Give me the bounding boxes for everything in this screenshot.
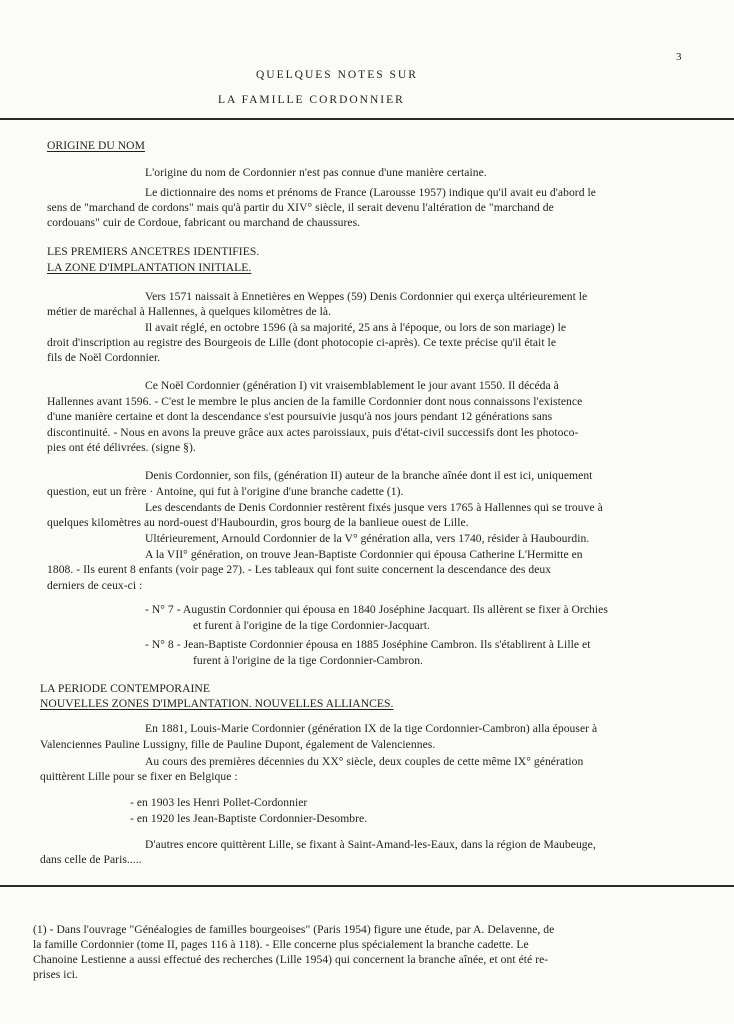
paragraph-line: Denis Cordonnier, son fils, (génération II) auteur de la branche aînée dont il est ici, uniquement bbox=[145, 469, 593, 482]
paragraph-line: discontinuité. - Nous en avons la preuve grâce aux actes paroissiaux, puis d'état-civil successifs dont les photoco- bbox=[47, 426, 579, 439]
paragraph-line: pies ont été délivrées. (signe §). bbox=[47, 441, 196, 454]
paragraph-line: Vers 1571 naissait à Ennetières en Weppes (59) Denis Cordonnier qui exerça ultérieurement le bbox=[145, 290, 588, 303]
section-heading-periode: LA PERIODE CONTEMPORAINE bbox=[40, 682, 210, 695]
paragraph-line: fils de Noël Cordonnier. bbox=[47, 351, 161, 364]
section-heading-ancetres: LES PREMIERS ANCETRES IDENTIFIES. bbox=[47, 245, 260, 258]
paragraph-line: Au cours des premières décennies du XX° siècle, deux couples de cette même IX° génération bbox=[145, 755, 584, 768]
footnote-line: prises ici. bbox=[33, 968, 78, 981]
paragraph-line: droit d'inscription au registre des Bourgeois de Lille (dont photocopie ci-après). Ce texte précise qu'il était le bbox=[47, 336, 557, 349]
footnote-line: la famille Cordonnier (tome II, pages 116 à 118). - Elle concerne plus spécialement la branche cadette. Le bbox=[33, 938, 529, 951]
paragraph-line: d'une manière certaine et dont la descendance s'est poursuivie jusqu'à nos jours pendant 12 générations sans bbox=[47, 410, 553, 423]
paragraph-line: Les descendants de Denis Cordonnier restèrent fixés jusque vers 1765 à Hallennes qui se trouve à bbox=[145, 501, 603, 514]
paragraph-line: Valenciennes Pauline Lussigny, fille de Pauline Dupont, également de Valenciennes. bbox=[40, 738, 436, 751]
paragraph-line: D'autres encore quittèrent Lille, se fixant à Saint-Amand-les-Eaux, dans la région de Maubeuge, bbox=[145, 838, 596, 851]
paragraph-line: question, eut un frère · Antoine, qui fut à l'origine d'une branche cadette (1). bbox=[47, 485, 404, 498]
list-item: - N° 8 - Jean-Baptiste Cordonnier épousa en 1885 Joséphine Cambron. Ils s'établirent à Lille et bbox=[145, 638, 591, 651]
paragraph-line: 1808. - Ils eurent 8 enfants (voir page 27). - Les tableaux qui font suite concernent la descendance des deux bbox=[47, 563, 552, 576]
paragraph-line: En 1881, Louis-Marie Cordonnier (génération IX de la tige Cordonnier-Cambron) alla épouser à bbox=[145, 722, 598, 735]
paragraph-line: quelques kilomètres au nord-ouest d'Haubourdin, gros bourg de la banlieue ouest de Lille. bbox=[47, 516, 469, 529]
paragraph-line: métier de maréchal à Hallennes, à quelques kilomètres de là. bbox=[47, 305, 332, 318]
section-heading-nouvelles-zones: NOUVELLES ZONES D'IMPLANTATION. NOUVELLES ALLIANCES. bbox=[40, 697, 394, 710]
list-item: - en 1903 les Henri Pollet-Cordonnier bbox=[130, 796, 308, 809]
paragraph-line: sens de "marchand de cordons" mais qu'à partir du XIV° siècle, il serait devenu l'altération de "marchand de bbox=[47, 201, 554, 214]
list-item-continuation: furent à l'origine de la tige Cordonnier-Cambron. bbox=[193, 654, 423, 667]
footnote-rule bbox=[0, 885, 734, 887]
paragraph-line: Ultérieurement, Arnould Cordonnier de la V° génération alla, vers 1740, résider à Haubourdin. bbox=[145, 532, 590, 545]
paragraph-line: Ce Noël Cordonnier (génération I) vit vraisemblablement le jour avant 1550. Il décéda à bbox=[145, 379, 559, 392]
list-item: - N° 7 - Augustin Cordonnier qui épousa en 1840 Joséphine Jacquart. Ils allèrent se fixer à Orchies bbox=[145, 603, 608, 616]
list-item: - en 1920 les Jean-Baptiste Cordonnier-Desombre. bbox=[130, 812, 368, 825]
title-line-1: QUELQUES NOTES SUR bbox=[256, 69, 418, 81]
page-number: 3 bbox=[676, 51, 682, 63]
paragraph-line: Hallennes avant 1596. - C'est le membre le plus ancien de la famille Cordonnier dont nous connaissons l'existence bbox=[47, 395, 583, 408]
paragraph-line: cordouans" cuir de Cordoue, fabricant ou marchand de chaussures. bbox=[47, 216, 361, 229]
paragraph-line: dans celle de Paris..... bbox=[40, 853, 142, 866]
paragraph-line: L'origine du nom de Cordonnier n'est pas connue d'une manière certaine. bbox=[145, 166, 487, 179]
section-heading-zone: LA ZONE D'IMPLANTATION INITIALE. bbox=[47, 261, 252, 274]
section-heading-origine: ORIGINE DU NOM bbox=[47, 139, 145, 152]
paragraph-line: quittèrent Lille pour se fixer en Belgique : bbox=[40, 770, 238, 783]
footnote-line: Chanoine Lestienne a aussi effectué des recherches (Lille 1954) qui concernent la branche aînée, et ont été re- bbox=[33, 953, 549, 966]
paragraph-line: derniers de ceux-ci : bbox=[47, 579, 143, 592]
paragraph-line: Le dictionnaire des noms et prénoms de France (Larousse 1957) indique qu'il avait eu d'abord le bbox=[145, 186, 596, 199]
title-line-2: LA FAMILLE CORDONNIER bbox=[218, 94, 405, 106]
paragraph-line: Il avait réglé, en octobre 1596 (à sa majorité, 25 ans à l'époque, ou lors de son mariage) le bbox=[145, 321, 567, 334]
footnote-line: (1) - Dans l'ouvrage "Généalogies de familles bourgeoises" (Paris 1954) figure une étude, par A. Delavenne, de bbox=[33, 923, 555, 936]
list-item-continuation: et furent à l'origine de la tige Cordonnier-Jacquart. bbox=[193, 619, 430, 632]
paragraph-line: A la VII° génération, on trouve Jean-Baptiste Cordonnier qui épousa Catherine L'Hermitte en bbox=[145, 548, 583, 561]
header-rule bbox=[0, 118, 734, 120]
